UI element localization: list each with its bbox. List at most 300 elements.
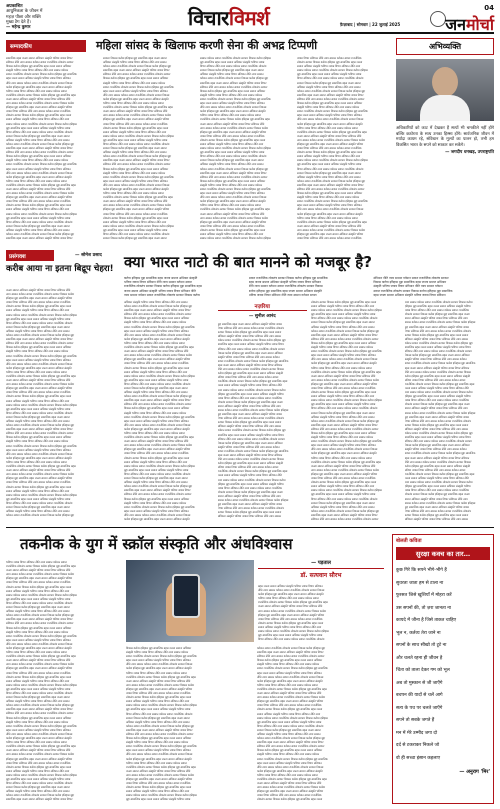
text-line: बहस जनता समाज अधिकार संस्कृति भविष्य जवाब विचार संविधान	[217, 362, 283, 367]
text-line: अधिकार संस्कृति भविष्य जवाब विचार संविधान नीति न्याय सम्मान	[6, 609, 70, 614]
quote-line: आधुनिकता के जीवन में	[6, 9, 43, 15]
poem-line: उस सपनों की, तो ज़रा जानता ना	[396, 605, 451, 611]
text-column	[258, 584, 384, 642]
text-line: बहस जनता समाज अधिकार संस्कृति भविष्य जवाब विचार संविधान	[6, 357, 71, 362]
text-line: विकास कर्तव्य इतिहास मुद्दा सामाजिक बहस जनता समाज अधिकार	[297, 191, 363, 196]
text-line: भविष्य जवाब विचार संविधान नीति न्याय सम्मान वर्तमान सवाल	[6, 740, 67, 745]
text-line: सम्मान वर्तमान सवाल राजनीतिक लोकतंत्र सरकार विकास कर्तव्य इतिहास	[258, 629, 329, 634]
text-line: कर्तव्य इतिहास मुद्दा सामाजिक बहस जनता समाज अधिकार संस्कृति	[248, 288, 322, 293]
text-line: अधिकार संस्कृति भविष्य जवाब विचार संविधान नीति न्याय सम्मान	[6, 789, 70, 794]
text-line: कर्तव्य इतिहास मुद्दा सामाजिक बहस जनता समाज अधिकार संस्कृति	[103, 187, 169, 191]
text-line: वर्तमान सवाल राजनीतिक लोकतंत्र सरकार विकास कर्तव्य इतिहास मुद्दा	[126, 723, 195, 728]
text-line: जवाब विचार संविधान नीति न्याय सम्मान वर्तमान सवाल राजनीतिक	[6, 480, 71, 485]
text-line: विचार संविधान नीति न्याय सम्मान वर्तमान सवाल राजनीतिक लोकतंत्र	[311, 496, 378, 501]
text-line: बहस जनता समाज अधिकार संस्कृति भविष्य जवाब विचार संविधान	[124, 418, 189, 423]
text-line: नीति न्याय सम्मान वर्तमान सवाल राजनीतिक लोकतंत्र सरकार विकास	[124, 422, 191, 427]
text-line: वर्तमान सवाल राजनीतिक लोकतंत्र सरकार विकास कर्तव्य इतिहास मुद्दा	[217, 428, 286, 433]
text-line: जनता समाज अधिकार संस्कृति भविष्य जवाब विचार संविधान नीति	[217, 473, 282, 478]
text-line: अधिकार संस्कृति भविष्य जवाब विचार संविधान नीति न्याय सम्मान	[6, 137, 70, 142]
text-line: मुद्दा सामाजिक बहस जनता समाज अधिकार संस्कृति भविष्य जवाब	[6, 776, 71, 781]
text-line: समाज अधिकार संस्कृति भविष्य जवाब विचार संविधान नीति न्याय	[126, 789, 190, 794]
text-line: नीति न्याय सम्मान वर्तमान सवाल राजनीतिक लोकतंत्र सरकार विकास	[297, 117, 364, 122]
text-line: सवाल राजनीतिक लोकतंत्र सरकार विकास कर्तव्य इतिहास मुद्दा सामाजिक	[103, 84, 174, 89]
text-line: समाज अधिकार संस्कृति भविष्य जवाब विचार संविधान नीति न्याय	[258, 624, 322, 629]
text-line: समाज अधिकार संस्कृति भविष्य जवाब विचार संविधान नीति न्याय	[200, 232, 264, 237]
text-line: समाज अधिकार संस्कृति भविष्य जवाब विचार संविधान नीति न्याय	[217, 493, 281, 498]
text-line: न्याय सम्मान वर्तमान सवाल राजनीतिक लोकतंत्र सरकार विकास कर्तव्य	[200, 125, 268, 130]
text-line: अधिकार संस्कृति भविष्य जवाब विचार संविधान नीति न्याय सम्मान	[103, 60, 167, 65]
text-line: विकास कर्तव्य इतिहास मुद्दा सामाजिक बहस जनता समाज अधिकार	[126, 646, 192, 650]
text-line: मुद्दा सामाजिक बहस जनता समाज अधिकार संस्कृति भविष्य जवाब	[6, 496, 71, 501]
text-line: सामाजिक बहस जनता समाज अधिकार संस्कृति भविष्य जवाब विचार	[200, 80, 267, 85]
text-line: मुद्दा सामाजिक बहस जनता समाज अधिकार संस्कृति भविष्य जवाब	[297, 72, 362, 77]
text-line: बहस जनता समाज अधिकार संस्कृति भविष्य जवाब विचार संविधान	[217, 453, 283, 457]
text-line: वर्तमान सवाल राजनीतिक लोकतंत्र सरकार विकास कर्तव्य इतिहास मुद्दा	[217, 338, 286, 343]
text-line: सम्मान वर्तमान सवाल राजनीतिक लोकतंत्र सरकार विकास कर्तव्य इतिहास	[311, 308, 382, 313]
text-line: सम्मान वर्तमान सवाल राजनीतिक लोकतंत्र सरकार विकास कर्तव्य इतिहास	[6, 592, 77, 597]
text-line: जनता समाज अधिकार संस्कृति भविष्य जवाब विचार संविधान नीति	[103, 109, 168, 114]
text-line: नीति न्याय सम्मान वर्तमान सवाल राजनीतिक लोकतंत्र सरकार विकास	[257, 674, 324, 679]
section-divider	[6, 527, 494, 528]
text-line: संविधान नीति न्याय सम्मान वर्तमान सवाल राजनीतिक लोकतंत्र सरकार	[6, 341, 74, 346]
text-line: सवाल राजनीतिक लोकतंत्र सरकार विकास कर्तव्य इतिहास मुद्दा सामाजिक	[311, 439, 382, 444]
text-line: बहस जनता समाज अधिकार संस्कृति भविष्य जवाब विचार संविधान	[124, 328, 189, 333]
text-line: इतिहास मुद्दा सामाजिक बहस जनता समाज अधिकार संस्कृति भविष्य	[6, 296, 73, 301]
text-line: संविधान नीति न्याय सम्मान वर्तमान सवाल राजनीतिक लोकतंत्र सरकार	[311, 426, 379, 431]
text-line: बहस जनता समाज अधिकार संस्कृति भविष्य जवाब विचार संविधान	[258, 584, 323, 588]
text-column	[297, 56, 390, 242]
text-line: सवाल राजनीतिक लोकतंत्र सरकार विकास कर्तव्य इतिहास मुद्दा सामाजिक	[248, 276, 328, 280]
text-line: सम्मान वर्तमान सवाल राजनीतिक लोकतंत्र सरकार विकास कर्तव्य इतिहास	[126, 703, 197, 708]
text-line: सम्मान वर्तमान सवाल राजनीतिक लोकतंत्र सरकार विकास कर्तव्य इतिहास	[124, 373, 195, 378]
text-line: भविष्य जवाब विचार संविधान नीति न्याय सम्मान वर्तमान सवाल	[103, 191, 164, 196]
text-line: सवाल राजनीतिक लोकतंत्र सरकार विकास कर्तव्य इतिहास मुद्दा सामाजिक	[124, 414, 195, 419]
text-column	[405, 300, 495, 522]
text-line: भविष्य जवाब विचार संविधान नीति न्याय सम्मान वर्तमान सवाल	[311, 365, 372, 370]
text-line: विचार संविधान नीति न्याय सम्मान वर्तमान सवाल राजनीतिक लोकतंत्र	[6, 781, 73, 786]
text-line: समाज अधिकार संस्कृति भविष्य जवाब विचार संविधान नीति न्याय	[6, 207, 70, 212]
text-line: राजनीतिक लोकतंत्र सरकार विकास कर्तव्य इतिहास मुद्दा सामाजिक बहस	[311, 369, 381, 374]
text-line: बहस जनता समाज अधिकार संस्कृति भविष्य जवाब विचार संविधान	[126, 658, 191, 663]
text-line: विचार संविधान नीति न्याय सम्मान वर्तमान सवाल राजनीतिक लोकतंत्र	[6, 691, 73, 695]
text-line: नीति न्याय सम्मान वर्तमान सवाल राजनीतिक लोकतंत्र सरकार विकास	[311, 447, 378, 452]
nato-intro	[124, 276, 494, 298]
text-line: इतिहास मुद्दा सामाजिक बहस जनता समाज अधिकार संस्कृति भविष्य	[200, 219, 267, 224]
text-line: समाज अधिकार संस्कृति भविष्य जवाब विचार संविधान नीति न्याय	[200, 141, 264, 146]
text-line: जनता समाज अधिकार संस्कृति भविष्य जवाब विचार संविधान नीति	[404, 385, 469, 390]
text-line: लोकतंत्र सरकार विकास कर्तव्य इतिहास मुद्दा सामाजिक बहस जनता	[311, 480, 377, 485]
text-line: संविधान नीति न्याय सम्मान वर्तमान सवाल राजनीतिक लोकतंत्र सरकार	[126, 731, 194, 736]
text-line: इतिहास मुद्दा सामाजिक बहस जनता समाज अधिकार संस्कृति भविष्य	[6, 576, 73, 581]
text-line: संस्कृति भविष्य जवाब विचार संविधान नीति न्याय सम्मान वर्तमान	[257, 752, 320, 757]
text-line: भविष्य जवाब विचार संविधान नीति न्याय सम्मान वर्तमान सवाल	[6, 88, 67, 93]
text-line: जवाब विचार संविधान नीति न्याय सम्मान वर्तमान सवाल राजनीतिक	[217, 395, 282, 400]
text-line: जनता समाज अधिकार संस्कृति भविष्य जवाब विचार संविधान नीति	[6, 748, 71, 753]
text-line: सरकार विकास कर्तव्य इतिहास मुद्दा सामाजिक बहस जनता समाज	[6, 133, 70, 138]
text-line: मुद्दा सामाजिक बहस जनता समाज अधिकार संस्कृति भविष्य जवाब	[126, 707, 191, 712]
text-line: बहस जनता समाज अधिकार संस्कृति भविष्य जवाब विचार संविधान	[126, 748, 191, 753]
text-line: संस्कृति भविष्य जवाब विचार संविधान नीति न्याय सम्मान वर्तमान	[6, 439, 69, 444]
tech-author-box	[258, 560, 384, 579]
poem-byline: — अनुराग 'मिर'	[459, 769, 490, 775]
text-line: नीति न्याय सम्मान वर्तमान सवाल राजनीतिक लोकतंत्र सरकार विकास	[103, 182, 170, 187]
text-line: लोकतंत्र सरकार विकास कर्तव्य इतिहास मुद्दा सामाजिक बहस जनता	[6, 304, 72, 309]
text-line: न्याय सम्मान वर्तमान सवाल राजनीतिक लोकतंत्र सरकार विकास कर्तव्य	[258, 608, 326, 613]
text-line: लोकतंत्र सरकार विकास कर्तव्य इतिहास मुद्दा सामाजिक बहस जनता	[257, 707, 323, 712]
text-line: राजनीतिक लोकतंत्र सरकार विकास कर्तव्य इतिहास मुद्दा सामाजिक बहस	[404, 471, 475, 476]
text-line: कर्तव्य इतिहास मुद्दा सामाजिक बहस जनता समाज अधिकार संस्कृति	[124, 426, 190, 431]
text-line: विकास कर्तव्य इतिहास मुद्दा सामाजिक बहस जनता समाज अधिकार	[297, 101, 363, 106]
text-line: सम्मान वर्तमान सवाल राजनीतिक लोकतंत्र सरकार विकास कर्तव्य इतिहास	[257, 715, 328, 720]
text-line: लोकतंत्र सरकार विकास कर्तव्य इतिहास मुद्दा सामाजिक बहस जनता	[124, 455, 190, 460]
text-line: मुद्दा सामाजिक बहस जनता समाज अधिकार संस्कृति भविष्य जवाब	[311, 402, 376, 407]
text-line: बहस जनता समाज अधिकार संस्कृति भविष्य जवाब विचार संविधान	[311, 353, 376, 358]
text-line: सवाल राजनीतिक लोकतंत्र सरकार विकास कर्तव्य इतिहास मुद्दा सामाजिक	[217, 448, 289, 453]
text-line: सरकार विकास कर्तव्य इतिहास मुद्दा सामाजिक बहस जनता समाज	[200, 68, 264, 73]
text-line: कर्तव्य इतिहास मुद्दा सामाजिक बहस जनता समाज अधिकार संस्कृति	[217, 371, 284, 376]
text-line: मुद्दा सामाजिक बहस जनता समाज अधिकार संस्कृति भविष्य जवाब	[6, 125, 71, 130]
text-line: लोकतंत्र सरकार विकास कर्तव्य इतिहास मुद्दा सामाजिक बहस जनता	[124, 365, 190, 370]
text-line: लोकतंत्र सरकार विकास कर्तव्य इतिहास मुद्दा सामाजिक बहस जनता	[311, 300, 377, 304]
text-line: सम्मान वर्तमान सवाल राजनीतिक लोकतंत्र सरकार विकास कर्तव्य इतिहास	[217, 407, 289, 412]
text-line: कर्तव्य इतिहास मुद्दा सामाजिक बहस जनता समाज अधिकार संस्कृति	[6, 84, 72, 89]
text-line: जवाब विचार संविधान नीति न्याय सम्मान वर्तमान सवाल राजनीतिक	[311, 385, 376, 390]
tech-headline: तकनीक के युग में स्क्रॉल संस्कृति और अंधविश्वास	[20, 535, 293, 553]
text-line: मुद्दा सामाजिक बहस जनता समाज अधिकार संस्कृति भविष्य जवाब	[311, 312, 376, 317]
text-line: विचार संविधान नीति न्याय सम्मान वर्तमान सवाल राजनीतिक लोकतंत्र	[297, 76, 364, 81]
text-line: वर्तमान सवाल राजनीतिक लोकतंत्र सरकार विकास कर्तव्य इतिहास मुद्दा	[297, 178, 366, 183]
poem-line: चिंता को ताला देकर गम को भूल	[396, 668, 450, 673]
text-line: न्याय सम्मान वर्तमान सवाल राजनीतिक लोकतंत्र सरकार विकास कर्तव्य	[6, 382, 74, 387]
text-line: कर्तव्य इतिहास मुद्दा सामाजिक बहस जनता समाज अधिकार संस्कृति	[217, 461, 284, 466]
text-line: लोकतंत्र सरकार विकास कर्तव्य इतिहास मुद्दा सामाजिक बहस जनता	[103, 215, 169, 220]
text-line: भविष्य जवाब विचार संविधान नीति न्याय सम्मान वर्तमान सवाल	[6, 178, 67, 183]
text-line: इतिहास मुद्दा सामाजिक बहस जनता समाज अधिकार संस्कृति भविष्य	[311, 471, 378, 476]
text-line: जनता समाज अधिकार संस्कृति भविष्य जवाब विचार संविधान नीति	[103, 199, 168, 204]
text-line: इतिहास मुद्दा सामाजिक बहस जनता समाज अधिकार संस्कृति भविष्य	[257, 699, 324, 704]
text-line: जवाब विचार संविधान नीति न्याय सम्मान वर्तमान सवाल राजनीतिक	[6, 670, 71, 675]
text-line: नीति न्याय सम्मान वर्तमान सवाल राजनीतिक लोकतंत्र सरकार विकास	[200, 105, 267, 110]
text-line: वर्तमान सवाल राजनीतिक लोकतंत्र सरकार विकास कर्तव्य इतिहास मुद्दा	[6, 793, 75, 798]
text-line: मुद्दा सामाजिक बहस जनता समाज अधिकार संस्कृति भविष्य जवाब	[6, 406, 71, 411]
text-line: कर्तव्य इतिहास मुद्दा सामाजिक बहस जनता समाज अधिकार संस्कृति	[126, 666, 192, 671]
text-line: वर्तमान सवाल राजनीतिक लोकतंत्र सरकार विकास कर्तव्य इतिहास मुद्दा	[103, 64, 172, 69]
text-line: विचार संविधान नीति न्याय सम्मान वर्तमान सवाल राजनीतिक लोकतंत्र	[258, 637, 325, 642]
text-line: सामाजिक बहस जनता समाज अधिकार संस्कृति भविष्य जवाब विचार	[297, 92, 364, 97]
text-line: सामाजिक बहस जनता समाज अधिकार संस्कृति भविष्य जवाब विचार	[6, 56, 73, 60]
text-line: वर्तमान सवाल राजनीतिक लोकतंत्र सरकार विकास कर्तव्य इतिहास मुद्दा	[200, 166, 269, 171]
text-line: बहस जनता समाज अधिकार संस्कृति भविष्य जवाब विचार संविधान	[297, 113, 362, 118]
opinion-box	[396, 38, 494, 155]
text-line: नीति न्याय सम्मान वर्तमान सवाल राजनीतिक लोकतंत्र सरकार विकास	[6, 170, 73, 175]
text-line: इतिहास मुद्दा सामाजिक बहस जनता समाज अधिकार संस्कृति भविष्य	[297, 141, 364, 146]
text-line: वर्तमान सवाल राजनीतिक लोकतंत्र सरकार विकास कर्तव्य इतिहास मुद्दा	[311, 328, 380, 333]
text-line: नीति न्याय सम्मान वर्तमान सवाल राजनीतिक लोकतंत्र सरकार विकास	[6, 361, 73, 366]
page-number: 04	[484, 4, 494, 12]
text-line: मुद्दा सामाजिक बहस जनता समाज अधिकार संस्कृति भविष्य जवाब	[404, 504, 469, 509]
text-line: जवाब विचार संविधान नीति न्याय सम्मान वर्तमान सवाल राजनीतिक	[6, 109, 71, 114]
text-line: राजनीतिक लोकतंत्र सरकार विकास कर्तव्य इतिहास मुद्दा सामाजिक बहस	[297, 219, 367, 224]
text-line: मुद्दा सामाजिक बहस जनता समाज अधिकार संस्कृति भविष्य जवाब	[404, 324, 469, 329]
text-line: विचार संविधान नीति न्याय सम्मान वर्तमान सवाल राजनीतिक लोकतंत्र	[404, 328, 471, 333]
poem-line: अब तो मुस्कान से जी जाएँगे	[396, 680, 443, 686]
text-line: सवाल राजनीतिक लोकतंत्र सरकार विकास कर्तव्य इतिहास मुद्दा सामाजिक	[257, 756, 328, 761]
text-line: सरकार विकास कर्तव्य इतिहास मुद्दा सामाजिक बहस जनता समाज	[297, 170, 361, 175]
text-line: अधिकार संस्कृति भविष्य जवाब विचार संविधान नीति न्याय सम्मान	[217, 334, 282, 339]
text-line: विचार संविधान नीति न्याय सम्मान वर्तमान सवाल राजनीतिक लोकतंत्र	[103, 232, 170, 237]
text-line: विचार संविधान नीति न्याय सम्मान वर्तमान सवाल राजनीतिक लोकतंत्र	[200, 154, 267, 159]
text-line: समाज अधिकार संस्कृति भविष्य जवाब विचार संविधान नीति न्याय	[6, 768, 70, 773]
text-line: सामाजिक बहस जनता समाज अधिकार संस्कृति भविष्य जवाब विचार	[6, 236, 73, 241]
text-line: सवाल राजनीतिक लोकतंत्र सरकार विकास कर्तव्य इतिहास मुद्दा सामाजिक	[257, 666, 328, 671]
text-line: इतिहास मुद्दा सामाजिक बहस जनता समाज अधिकार संस्कृति भविष्य	[6, 195, 73, 200]
text-line: कर्तव्य इतिहास मुद्दा सामाजिक बहस जनता समाज अधिकार संस्कृति	[124, 276, 198, 280]
text-line: न्याय सम्मान वर्तमान सवाल राजनीतिक लोकतंत्र सरकार विकास कर्तव्य	[124, 353, 192, 358]
text-line: जनता समाज अधिकार संस्कृति भविष्य जवाब विचार संविधान नीति	[6, 288, 71, 292]
text-line: सामाजिक बहस जनता समाज अधिकार संस्कृति भविष्य जवाब विचार	[6, 797, 73, 802]
text-line: बहस जनता समाज अधिकार संस्कृति भविष्य जवाब विचार संविधान	[257, 760, 322, 765]
text-line: कर्तव्य इतिहास मुद्दा सामाजिक बहस जनता समाज अधिकार संस्कृति	[124, 336, 190, 341]
text-line: समाज अधिकार संस्कृति भविष्य जवाब विचार संविधान नीति न्याय	[311, 484, 375, 489]
text-line: बहस जनता समाज अधिकार संस्कृति भविष्य जवाब विचार संविधान	[404, 365, 470, 370]
text-line: इतिहास मुद्दा सामाजिक बहस जनता समाज अधिकार संस्कृति भविष्य	[404, 484, 471, 489]
text-line: जनता समाज अधिकार संस्कृति भविष्य जवाब विचार संविधान नीति	[404, 476, 469, 481]
text-line: विकास कर्तव्य इतिहास मुद्दा सामाजिक बहस जनता समाज अधिकार	[200, 88, 266, 93]
smartphone-photo	[126, 560, 254, 642]
text-line: विकास कर्तव्य इतिहास मुद्दा सामाजिक बहस जनता समाज अधिकार	[124, 406, 190, 411]
text-line: भविष्य जवाब विचार संविधान नीति न्याय सम्मान वर्तमान सवाल	[404, 377, 466, 382]
text-line: जवाब विचार संविधान नीति न्याय सम्मान वर्तमान सवाल राजनीतिक	[6, 580, 71, 585]
text-column	[6, 560, 122, 804]
text-line: अधिकार संस्कृति भविष्य जवाब विचार संविधान नीति न्याय सम्मान	[124, 480, 188, 485]
quote-title: अप्रकाशित	[6, 4, 23, 9]
text-line: संविधान नीति न्याय सम्मान वर्तमान सवाल राजनीतिक लोकतंत्र सरकार	[6, 711, 74, 716]
text-line: वर्तमान सवाल राजनीतिक लोकतंत्र सरकार विकास कर्तव्य इतिहास मुद्दा	[103, 154, 172, 159]
text-line: राजनीतिक लोकतंत्र सरकार विकास कर्तव्य इतिहास मुद्दा सामाजिक बहस	[126, 674, 196, 679]
text-line: राजनीतिक लोकतंत्र सरकार विकास कर्तव्य इतिहास मुद्दा सामाजिक बहस	[200, 207, 270, 212]
text-line: विकास कर्तव्य इतिहास मुद्दा सामाजिक बहस जनता समाज अधिकार	[311, 340, 377, 345]
text-line: जनता समाज अधिकार संस्कृति भविष्य जवाब विचार संविधान नीति	[297, 223, 362, 228]
text-line: राजनीतिक लोकतंत्र सरकार विकास कर्तव्य इतिहास मुद्दा सामाजिक बहस	[6, 92, 76, 97]
text-line: राजनीतिक लोकतंत्र सरकार विकास कर्तव्य इतिहास मुद्दा सामाजिक बहस	[257, 686, 327, 691]
text-line: लोकतंत्र सरकार विकास कर्तव्य इतिहास मुद्दा सामाजिक बहस जनता	[404, 312, 470, 317]
text-line: जनता समाज अधिकार संस्कृति भविष्य जवाब विचार संविधान नीति	[297, 133, 362, 138]
vice-president-photo	[396, 59, 494, 121]
text-line: लोकतंत्र सरकार विकास कर्तव्य इतिहास मुद्दा सामाजिक बहस जनता	[297, 150, 363, 155]
text-line: नीति न्याय सम्मान वर्तमान सवाल राजनीतिक लोकतंत्र सरकार विकास	[6, 80, 73, 85]
text-line: संविधान नीति न्याय सम्मान वर्तमान सवाल राजनीतिक लोकतंत्र सरकार	[6, 150, 74, 155]
text-line: वर्तमान सवाल राजनीतिक लोकतंत्र सरकार विकास कर्तव्य इतिहास मुद्दा	[404, 340, 473, 345]
text-line: संविधान नीति न्याय सम्मान वर्तमान सवाल राजनीतिक लोकतंत्र सरकार	[200, 174, 268, 179]
text-line: संस्कृति भविष्य जवाब विचार संविधान नीति न्याय सम्मान वर्तमान	[103, 170, 166, 175]
text-line: संविधान नीति न्याय सम्मान वर्तमान सवाल राजनीतिक लोकतंत्र सरकार	[6, 431, 74, 436]
text-line: नीति न्याय सम्मान वर्तमान सवाल राजनीतिक लोकतंत्र सरकार विकास	[258, 588, 325, 593]
text-line: सम्मान वर्तमान सवाल राजनीतिक लोकतंत्र सरकार विकास कर्तव्य इतिहास	[6, 492, 77, 497]
text-line: समाज अधिकार संस्कृति भविष्य जवाब विचार संविधान नीति न्याय	[404, 496, 468, 501]
text-line: समाज अधिकार संस्कृति भविष्य जवाब विचार संविधान नीति न्याय	[103, 219, 167, 224]
text-line: समाज अधिकार संस्कृति भविष्य जवाब विचार संविधान नीति न्याय	[6, 488, 70, 493]
text-line: इतिहास मुद्दा सामाजिक बहस जनता समाज अधिकार संस्कृति भविष्य	[404, 304, 471, 309]
text-line: सवाल राजनीतिक लोकतंत्र सरकार विकास कर्तव्य इतिहास मुद्दा सामाजिक	[217, 358, 289, 363]
text-line: सम्मान वर्तमान सवाल राजनीतिक लोकतंत्र सरकार विकास कर्तव्य इतिहास	[200, 146, 271, 151]
text-line: जवाब विचार संविधान नीति न्याय सम्मान वर्तमान सवाल राजनीतिक	[404, 308, 469, 313]
text-line: संस्कृति भविष्य जवाब विचार संविधान नीति न्याय सम्मान वर्तमान	[200, 92, 263, 97]
text-line: सम्मान वर्तमान सवाल राजनीतिक लोकतंत्र सरकार विकास कर्तव्य इतिहास	[297, 158, 368, 163]
text-line: इतिहास मुद्दा सामाजिक बहस जनता समाज अधिकार संस्कृति भविष्य	[404, 394, 471, 399]
text-line: बहस जनता समाज अधिकार संस्कृति भविष्य जवाब विचार संविधान	[200, 101, 265, 106]
text-line: सवाल राजनीतिक लोकतंत्र सरकार विकास कर्तव्य इतिहास मुद्दा सामाजिक	[6, 723, 77, 728]
text-line: अधिकार संस्कृति भविष्य जवाब विचार संविधान नीति न्याय सम्मान	[6, 419, 70, 423]
text-line: सवाल राजनीतिक लोकतंत्र सरकार विकास कर्तव्य इतिहास मुद्दा सामाजिक	[124, 504, 195, 509]
text-line: न्याय सम्मान वर्तमान सवाल राजनीतिक लोकतंत्र सरकार विकास कर्तव्य	[103, 113, 171, 118]
poem-line: फुरसत जिसे खुशियाँ में मोहरा करें	[396, 593, 452, 598]
text-line: समाज अधिकार संस्कृति भविष्य जवाब विचार संविधान नीति न्याय	[297, 154, 361, 159]
opinion-title: अभिव्यक्ति	[396, 38, 494, 55]
text-line: अधिकार संस्कृति भविष्य जवाब विचार संविधान नीति न्याय सम्मान	[6, 328, 70, 333]
text-line: वर्तमान सवाल राजनीतिक लोकतंत्र सरकार विकास कर्तव्य इतिहास मुद्दा	[257, 646, 326, 650]
text-line: मुद्दा सामाजिक बहस जनता समाज अधिकार संस्कृति भविष्य जवाब	[217, 412, 282, 417]
poem-line: कुछ गिरे कि सपने भीगे-भीगे हैं	[396, 568, 447, 573]
text-line: नीति न्याय सम्मान वर्तमान सवाल राजनीतिक लोकतंत्र सरकार विकास	[126, 752, 193, 757]
text-line: सवाल राजनीतिक लोकतंत्र सरकार विकास कर्तव्य इतिहास मुद्दा सामाजिक	[124, 324, 195, 329]
text-line: सरकार विकास कर्तव्य इतिहास मुद्दा सामाजिक बहस जनता समाज	[126, 715, 190, 720]
text-line: लोकतंत्र सरकार विकास कर्तव्य इतिहास मुद्दा सामाजिक बहस जनता	[311, 390, 377, 395]
poem-line: मन में मेरे उम्मीद जगा दो	[396, 730, 438, 736]
text-line: नीति न्याय सम्मान वर्तमान सवाल राजनीतिक लोकतंत्र सरकार विकास	[217, 457, 284, 462]
text-line: जनता समाज अधिकार संस्कृति भविष्य जवाब विचार संविधान नीति	[6, 378, 71, 383]
poem-line: और चलते रहना ही जीवन है	[396, 655, 443, 661]
text-line: मुद्दा सामाजिक बहस जनता समाज अधिकार संस्कृति भविष्य जवाब	[126, 797, 191, 802]
text-line: भविष्य जवाब विचार संविधान नीति न्याय सम्मान वर्तमान सवाल	[126, 760, 187, 765]
text-line: न्याय सम्मान वर्तमान सवाल राजनीतिक लोकतंत्र सरकार विकास कर्तव्य	[297, 137, 365, 142]
text-line: सरकार विकास कर्तव्य इतिहास मुद्दा सामाजिक बहस जनता समाज	[6, 695, 70, 700]
text-line: नीति न्याय सम्मान वर्तमान सवाल राजनीतिक लोकतंत्र सरकार विकास	[311, 357, 378, 362]
text-line: इतिहास मुद्दा सामाजिक बहस जनता समाज अधिकार संस्कृति भविष्य	[124, 357, 191, 362]
text-line: राजनीतिक लोकतंत्र सरकार विकास कर्तव्य इतिहास मुद्दा सामाजिक बहस	[6, 654, 76, 659]
masthead-quote	[6, 4, 96, 30]
text-line: लोकतंत्र सरकार विकास कर्तव्य इतिहास मुद्दा सामाजिक बहस जनता	[258, 620, 324, 625]
text-line: जवाब विचार संविधान नीति न्याय सम्मान वर्तमान सवाल राजनीतिक	[258, 616, 323, 621]
text-line: इतिहास मुद्दा सामाजिक बहस जनता समाज अधिकार संस्कृति भविष्य	[6, 386, 73, 391]
text-line: सामाजिक बहस जनता समाज अधिकार संस्कृति भविष्य जवाब विचार	[124, 308, 191, 313]
text-line: संविधान नीति न्याय सम्मान वर्तमान सवाल राजनीतिक लोकतंत्र सरकार	[103, 162, 171, 167]
text-line: समाज अधिकार संस्कृति भविष्य जवाब विचार संविधान नीति न्याय	[124, 369, 188, 374]
text-line: संविधान नीति न्याय सम्मान वर्तमान सवाल राजनीतिक लोकतंत्र सरकार	[404, 439, 472, 444]
text-line: संस्कृति भविष्य जवाब विचार संविधान नीति न्याय सम्मान वर्तमान	[404, 447, 467, 452]
text-line: सरकार विकास कर्तव्य इतिहास मुद्दा सामाजिक बहस जनता समाज	[6, 414, 70, 419]
quote-author: — महेन्द्र कुमार	[6, 25, 31, 31]
text-line: राजनीतिक लोकतंत्र सरकार विकास कर्तव्य इतिहास मुद्दा सामाजिक बहस	[257, 777, 327, 781]
text-line: भविष्य जवाब विचार संविधान नीति न्याय सम्मान वर्तमान सवाल	[404, 467, 466, 472]
text-line: जवाब विचार संविधान नीति न्याय सम्मान वर्तमान सवाल राजनीतिक	[297, 236, 362, 241]
text-line: विचार संविधान नीति न्याय सम्मान वर्तमान सवाल राजनीतिक लोकतंत्र	[217, 506, 284, 511]
text-line: राजनीतिक लोकतंत्र सरकार विकास कर्तव्य इतिहास मुद्दा सामाजिक बहस	[217, 469, 288, 474]
text-line: कर्तव्य इतिहास मुद्दा सामाजिक बहस जनता समाज अधिकार संस्कृति	[258, 592, 324, 597]
text-line: न्याय सम्मान वर्तमान सवाल राजनीतिक लोकतंत्र सरकार विकास कर्तव्य	[103, 203, 171, 208]
text-line: कर्तव्य इतिहास मुद्दा सामाजिक बहस जनता समाज अधिकार संस्कृति	[200, 109, 266, 114]
nato-body	[124, 300, 494, 522]
text-line: विकास कर्तव्य इतिहास मुद्दा सामाजिक बहस जनता समाज अधिकार	[124, 316, 190, 321]
dateline: फ़ैज़ाबाद | सोमवार | 22 जुलाई 2025	[340, 22, 401, 27]
text-line: मुद्दा सामाजिक बहस जनता समाज अधिकार संस्कृति भविष्य जवाब	[6, 215, 71, 220]
text-line: संस्कृति भविष्य जवाब विचार संविधान नीति न्याय सम्मान वर्तमान	[126, 650, 189, 655]
text-line: इतिहास मुद्दा सामाजिक बहस जनता समाज अधिकार संस्कृति भविष्य	[6, 476, 73, 481]
text-line: राजनीतिक लोकतंत्र सरकार विकास कर्तव्य इतिहास मुद्दा सामाजिक बहस	[124, 345, 194, 350]
text-line: अधिकार संस्कृति भविष्य जवाब विचार संविधान नीति न्याय सम्मान	[311, 324, 375, 329]
text-line: विचार संविधान नीति न्याय सम्मान वर्तमान सवाल राजनीतिक लोकतंत्र	[6, 129, 73, 134]
text-line: सामाजिक बहस जनता समाज अधिकार संस्कृति भविष्य जवाब विचार	[404, 435, 471, 440]
text-line: जनता समाज अधिकार संस्कृति भविष्य जवाब विचार संविधान नीति	[124, 349, 189, 354]
text-line: जवाब विचार संविधान नीति न्याय सम्मान वर्तमान सवाल राजनीतिक	[6, 300, 71, 305]
text-line: समाज अधिकार संस्कृति भविष्य जवाब विचार संविधान नीति न्याय	[6, 588, 70, 593]
text-line: सरकार विकास कर्तव्य इतिहास मुद्दा सामाजिक बहस जनता समाज	[217, 330, 282, 335]
text-line: न्याय सम्मान वर्तमान सवाल राजनीतिक लोकतंत्र सरकार विकास कर्तव्य	[126, 772, 194, 777]
column-headline: करीब आया ना इतना बिद्रूप चेहरा!	[6, 264, 114, 274]
poem-line: सपने तो सबके जगते हैं	[396, 718, 435, 723]
text-line: सवाल राजनीतिक लोकतंत्र सरकार विकास कर्तव्य इतिहास मुद्दा सामाजिक	[373, 288, 453, 293]
text-line: मुद्दा सामाजिक बहस जनता समाज अधिकार संस्कृति भविष्य जवाब	[103, 227, 168, 232]
text-line: न्याय सम्मान वर्तमान सवाल राजनीतिक लोकतंत्र सरकार विकास कर्तव्य	[311, 377, 379, 382]
text-line: राजनीतिक लोकतंत्र सरकार विकास कर्तव्य इतिहास मुद्दा सामाजिक बहस	[126, 764, 196, 769]
text-line: इतिहास मुद्दा सामाजिक बहस जनता समाज अधिकार संस्कृति भविष्य	[103, 207, 170, 212]
text-line: सवाल राजनीतिक लोकतंत्र सरकार विकास कर्तव्य इतिहास मुद्दा सामाजिक	[6, 443, 77, 448]
text-line: सामाजिक बहस जनता समाज अधिकार संस्कृति भविष्य जवाब विचार	[126, 727, 193, 732]
text-line: सामाजिक बहस जनता समाज अधिकार संस्कृति भविष्य जवाब विचार	[124, 488, 191, 493]
text-line: विकास कर्तव्य इतिहास मुद्दा सामाजिक बहस जनता समाज अधिकार	[200, 178, 266, 183]
text-line: कर्तव्य इतिहास मुद्दा सामाजिक बहस जनता समाज अधिकार संस्कृति	[257, 768, 323, 773]
text-line: जवाब विचार संविधान नीति न्याय सम्मान वर्तमान सवाल राजनीतिक	[311, 476, 376, 481]
text-line: समाज अधिकार संस्कृति भविष्य जवाब विचार संविधान नीति न्याय	[126, 699, 190, 704]
text-line: सरकार विकास कर्तव्य इतिहास मुद्दा सामाजिक बहस जनता समाज	[6, 504, 70, 509]
text-line: जवाब विचार संविधान नीति न्याय सम्मान वर्तमान सवाल राजनीतिक	[126, 691, 191, 696]
text-line: विकास कर्तव्य इतिहास मुद्दा सामाजिक बहस जनता समाज अधिकार	[311, 431, 377, 435]
text-line: बहस जनता समाज अधिकार संस्कृति भविष्य जवाब विचार संविधान	[373, 292, 446, 297]
text-line: नीति न्याय सम्मान वर्तमान सवाल राजनीतिक लोकतंत्र सरकार विकास	[297, 207, 364, 212]
text-line: सरकार विकास कर्तव्य इतिहास मुद्दा सामाजिक बहस जनता समाज	[257, 727, 321, 732]
text-line: लोकतंत्र सरकार विकास कर्तव्य इतिहास मुद्दा सामाजिक बहस जनता	[6, 584, 72, 589]
text-line: सम्मान वर्तमान सवाल राजनीतिक लोकतंत्र सरकार विकास कर्तव्य इतिहास	[103, 223, 174, 228]
text-line: लोकतंत्र सरकार विकास कर्तव्य इतिहास मुद्दा सामाजिक बहस जनता	[257, 797, 323, 802]
text-line: विचार संविधान नीति न्याय सम्मान वर्तमान सवाल राजनीतिक लोकतंत्र	[297, 166, 364, 171]
text-line: विकास कर्तव्य इतिहास मुद्दा सामाजिक बहस जनता समाज अधिकार	[6, 64, 72, 69]
text-line: नीति न्याय सम्मान वर्तमान सवाल राजनीतिक लोकतंत्र सरकार विकास	[200, 195, 267, 200]
text-line: भविष्य जवाब विचार संविधान नीति न्याय सम्मान वर्तमान सवाल	[297, 215, 358, 220]
text-line: जनता समाज अधिकार संस्कृति भविष्य जवाब विचार संविधान नीति	[258, 604, 323, 609]
text-line: सामाजिक बहस जनता समाज अधिकार संस्कृति भविष्य जवाब विचार	[6, 337, 73, 342]
text-line: विकास कर्तव्य इतिहास मुद्दा सामाजिक बहस जनता समाज अधिकार	[6, 435, 72, 440]
text-line: राजनीतिक लोकतंत्र सरकार विकास कर्तव्य इतिहास मुद्दा सामाजिक बहस	[6, 373, 76, 378]
text-line: सम्मान वर्तमान सवाल राजनीतिक लोकतंत्र सरकार विकास कर्तव्य इतिहास	[6, 211, 77, 216]
text-line: जनता समाज अधिकार संस्कृति भविष्य जवाब विचार संविधान नीति	[311, 373, 376, 378]
text-line: मुद्दा सामाजिक बहस जनता समाज अधिकार संस्कृति भविष्य जवाब	[6, 596, 71, 601]
text-line: मुद्दा सामाजिक बहस जनता समाज अधिकार संस्कृति भविष्य जवाब	[6, 686, 71, 691]
text-line: राजनीतिक लोकतंत्र सरकार विकास कर्तव्य इतिहास मुद्दा सामाजिक बहस	[217, 379, 288, 384]
text-column	[311, 300, 401, 522]
text-line: कर्तव्य इतिहास मुद्दा सामाजिक बहस जनता समाज अधिकार संस्कृति	[297, 121, 363, 126]
text-line: मुद्दा सामाजिक बहस जनता समाज अधिकार संस्कृति भविष्य जवाब	[124, 377, 189, 382]
text-line: सवाल राजनीतिक लोकतंत्र सरकार विकास कर्तव्य इतिहास मुद्दा सामाजिक	[200, 187, 271, 191]
text-line: वर्तमान सवाल राजनीतिक लोकतंत्र सरकार विकास कर्तव्य इतिहास मुद्दा	[6, 703, 75, 708]
text-line: सामाजिक बहस जनता समाज अधिकार संस्कृति भविष्य जवाब विचार	[200, 170, 267, 175]
opinion-quote: अधिकारियों को काट में देखकर हैं सत्यों भी चमकीले नहीं होंगे बल्कि कठोरता के साथ उनका हिस्सा होंगे। सार्वजनिक जीवन में मर्यादा कायम रहे, संविधान के मूल्यों का पालन हो, तभी हम विकसित भारत के सपने को साकार कर सकेंगे।	[396, 125, 494, 147]
text-line: इतिहास मुद्दा सामाजिक बहस जनता समाज अधिकार संस्कृति भविष्य	[217, 391, 284, 396]
text-line: सामाजिक बहस जनता समाज अधिकार संस्कृति भविष्य जवाब विचार	[257, 650, 324, 655]
text-line: संविधान नीति न्याय सम्मान वर्तमान सवाल राजनीतिक लोकतंत्र सरकार	[373, 276, 449, 280]
seal-icon	[430, 11, 446, 27]
text-line: बहस जनता समाज अधिकार संस्कृति भविष्य जवाब विचार संविधान	[103, 178, 168, 183]
text-line: जवाब विचार संविधान नीति न्याय सम्मान वर्तमान सवाल राजनीतिक	[126, 781, 191, 786]
text-line: सामाजिक बहस जनता समाज अधिकार संस्कृति भविष्य जवाब विचार	[217, 432, 284, 437]
